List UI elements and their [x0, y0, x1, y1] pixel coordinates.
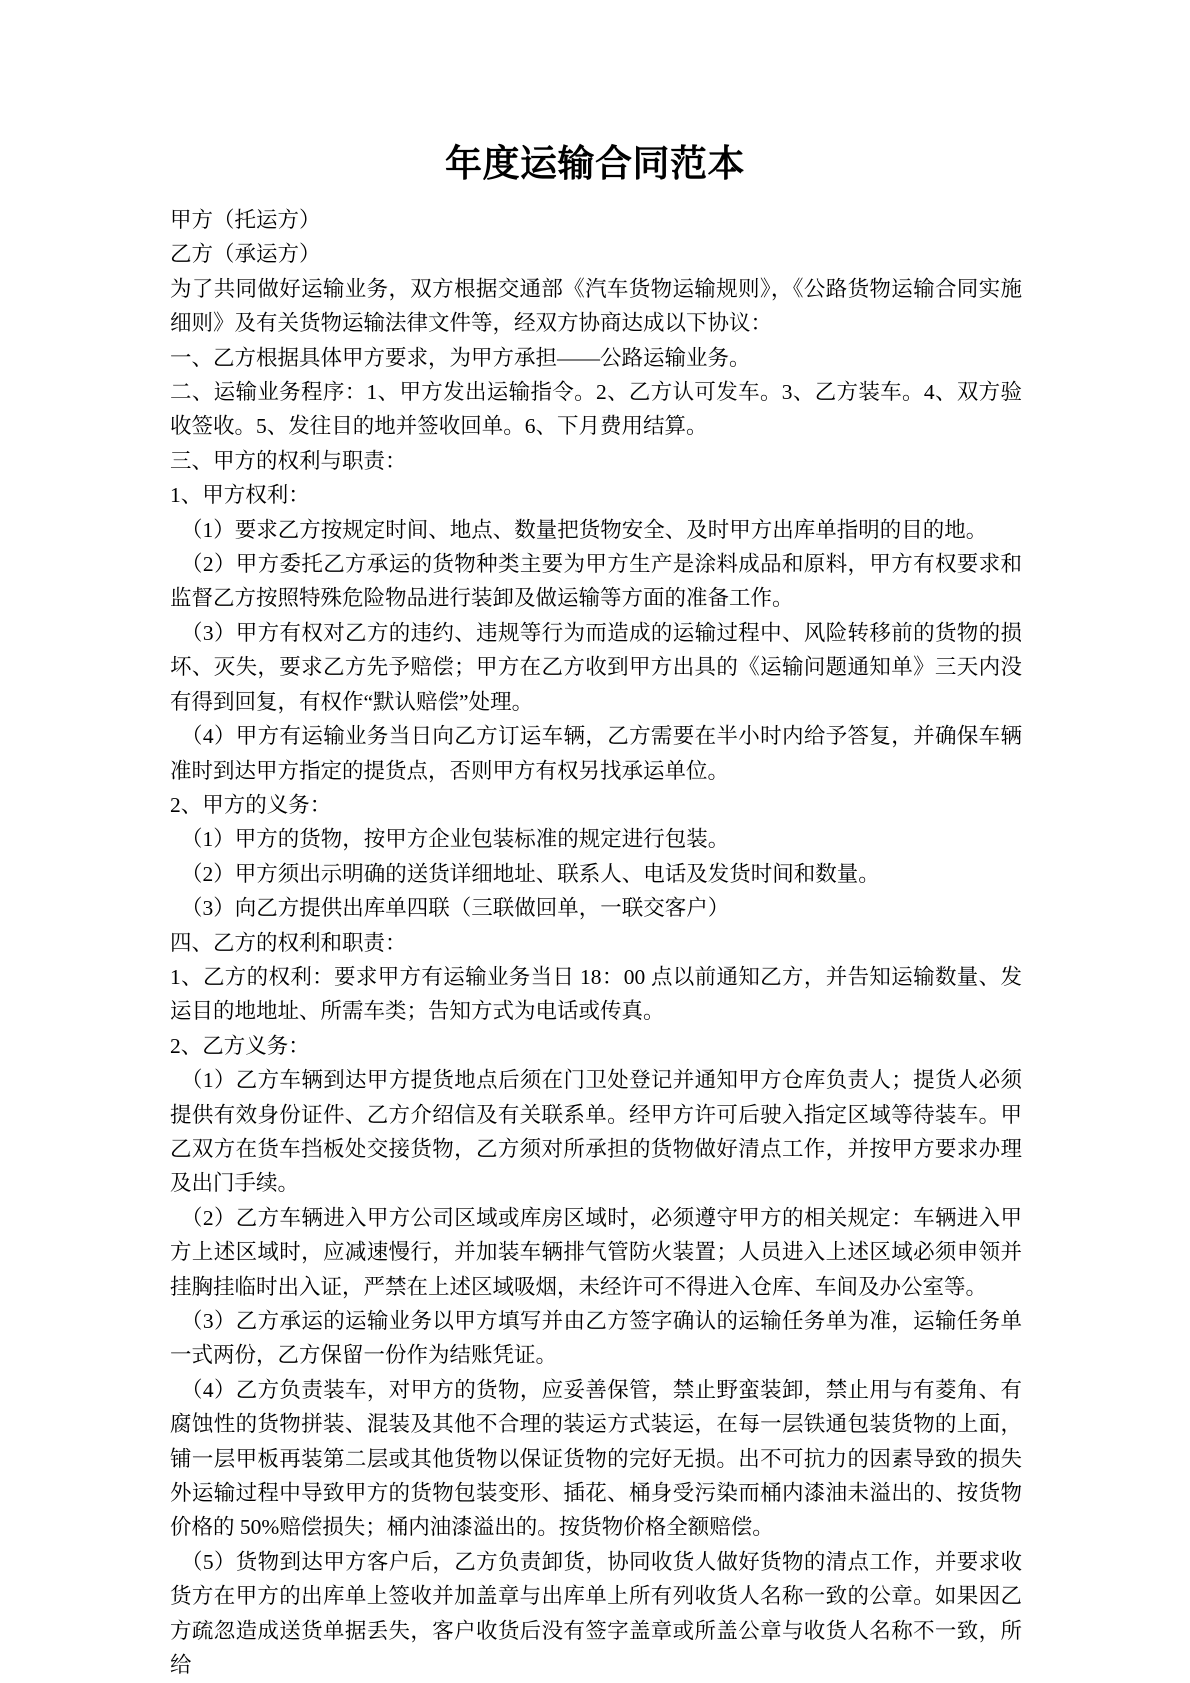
paragraph-clause-1: 一、乙方根据具体甲方要求，为甲方承担——公路运输业务。	[170, 345, 751, 370]
paragraph-clause-3-1-1: （1）要求乙方按规定时间、地点、数量把货物安全、及时甲方出库单指明的目的地。	[181, 517, 988, 542]
paragraph-clause-2: 二、运输业务程序：1、甲方发出运输指令。2、乙方认可发车。3、乙方装车。4、双方验收签收。5、发往目的地并签收回单。6、下月费用结算。	[170, 380, 1022, 439]
paragraph-clause-3-2: 2、甲方的义务：	[170, 792, 332, 817]
paragraph-clause-4-1: 1、乙方的权利：要求甲方有运输业务当日 18：00 点以前通知乙方，并告知运输数量、发运目的地地址、所需车类；告知方式为电话或传真。	[170, 964, 1022, 1024]
paragraph-party-a: 甲方（托运方）	[170, 208, 321, 232]
paragraph-clause-3-1-3: （3）甲方有权对乙方的违约、违规等行为而造成的运输过程中、风险转移前的货物的损坏、灭失，要求乙方先予赔偿；甲方在乙方收到甲方出具的《运输问题通知单》三天内没有得到回复，有权作“默认赔偿”处理。	[170, 620, 1022, 714]
paragraph-clause-4-2-1: （1）乙方车辆到达甲方提货地点后须在门卫处登记并通知甲方仓库负责人；提货人必须提供有效身份证件、乙方介绍信及有关联系单。经甲方许可后驶入指定区域等待装车。甲乙双方在货车挡板处交接货物，乙方须对所承担的货物做好清点工作，并按甲方要求办理及出门手续。	[170, 1068, 1022, 1196]
paragraph-clause-3-1: 1、甲方权利：	[170, 483, 310, 508]
paragraph-clause-3: 三、甲方的权利与职责：	[170, 448, 407, 473]
document-body	[170, 203, 1022, 1682]
paragraph-clause-3-2-3: （3）向乙方提供出库单四联（三联做回单，一联交客户）	[181, 896, 730, 921]
paragraph-clause-4-2-5: （5）货物到达甲方客户后，乙方负责卸货，协同收货人做好货物的清点工作，并要求收货方在甲方的出库单上签收并加盖章与出库单上所有列收货人名称一致的公章。如果因乙方疏忽造成送货单据丢失，客户收货后没有签字盖章或所盖公章与收货人名称不一致，所给	[170, 1549, 1022, 1678]
paragraph-clause-3-2-2: （2）甲方须出示明确的送货详细地址、联系人、电话及发货时间和数量。	[181, 861, 880, 886]
paragraph-clause-4-2-4: （4）乙方负责装车，对甲方的货物，应妥善保管，禁止野蛮装卸，禁止用与有菱角、有腐蚀性的货物拼装、混装及其他不合理的装运方式装运，在每一层铁通包装货物的上面，铺一层甲板再装第二层或其他货物以保证货物的完好无损。出不可抗力的因素导致的损失外运输过程中导致甲方的货物包装变形、插花、桶身受污染而桶内漆油未溢出的、按货物价格的 50%赔偿损失；桶内油漆溢出的。按货物价格全额赔偿。	[170, 1377, 1022, 1540]
paragraph-clause-4-2-2: （2）乙方车辆进入甲方公司区域或库房区域时，必须遵守甲方的相关规定：车辆进入甲方上述区域时，应减速慢行，并加装车辆排气管防火装置；人员进入上述区域必须申领并挂胸挂临时出入证，严禁在上述区域吸烟，未经许可不得进入仓库、车间及办公室等。	[170, 1205, 1022, 1299]
paragraph-clause-4: 四、乙方的权利和职责：	[170, 930, 407, 955]
paragraph-clause-4-2-3: （3）乙方承运的运输业务以甲方填写并由乙方签字确认的运输任务单为准，运输任务单一式两份，乙方保留一份作为结账凭证。	[170, 1309, 1022, 1368]
page-title: 年度运输合同范本	[445, 144, 745, 185]
paragraph-clause-3-2-1: （1）甲方的货物，按甲方企业包装标准的规定进行包装。	[181, 827, 730, 852]
paragraph-preamble: 为了共同做好运输业务，双方根据交通部《汽车货物运输规则》，《公路货物运输合同实施细则》及有关货物运输法律文件等，经双方协商达成以下协议：	[170, 276, 1022, 336]
paragraph-clause-4-2: 2、乙方义务：	[170, 1033, 310, 1058]
paragraph-clause-3-1-4: （4）甲方有运输业务当日向乙方订运车辆，乙方需要在半小时内给予答复，并确保车辆准时到达甲方指定的提货点，否则甲方有权另找承运单位。	[170, 724, 1022, 783]
paragraph-clause-3-1-2: （2）甲方委托乙方承运的货物种类主要为甲方生产是涂料成品和原料，甲方有权要求和监督乙方按照特殊危险物品进行装卸及做运输等方面的准备工作。	[170, 552, 1022, 611]
paragraph-party-b: 乙方（承运方）	[170, 242, 321, 267]
